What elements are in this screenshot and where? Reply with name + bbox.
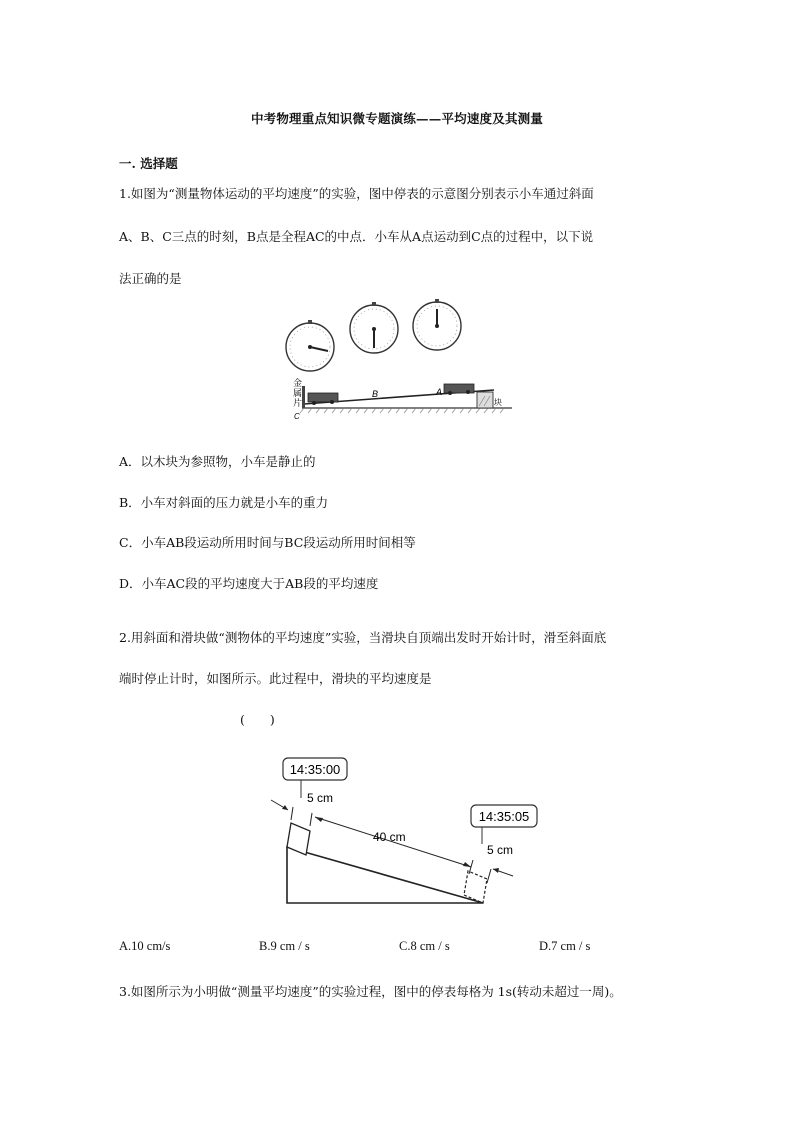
q2-text-line1: 2.用斜面和滑块做“测物体的平均速度”实验，当滑块自顶端出发时开始计时，滑至斜面底 bbox=[119, 630, 607, 645]
section-heading: 一. 选择题 bbox=[119, 156, 178, 171]
label-metal-3: 片 bbox=[293, 398, 303, 408]
q1-figure bbox=[280, 298, 520, 423]
q1-option-d[interactable]: D．小车AC段的平均速度大于AB段的平均速度 bbox=[119, 576, 379, 591]
timer-end-text: 14:35:05 bbox=[478, 809, 530, 824]
q2-option-a[interactable]: A.10 cm/s bbox=[119, 939, 171, 953]
q2-figure bbox=[255, 750, 555, 910]
label-40cm: 40 cm bbox=[373, 830, 406, 844]
q1-option-c[interactable]: C．小车AB段运动所用时间与BC段运动所用时间相等 bbox=[119, 535, 416, 550]
label-block: 块 bbox=[494, 398, 502, 407]
q2-text-line2: 端时停止计时，如图所示。此过程中，滑块的平均速度是 bbox=[119, 671, 432, 686]
label-metal-1: 金 bbox=[293, 378, 303, 388]
cart-c bbox=[308, 393, 338, 402]
label-5cm-top: 5 cm bbox=[307, 791, 334, 805]
stopwatch-a-icon bbox=[413, 299, 461, 350]
q1-option-b[interactable]: B．小车对斜面的压力就是小车的重力 bbox=[119, 495, 329, 510]
q2-option-b[interactable]: B.9 cm / s bbox=[259, 939, 310, 953]
q2-option-c[interactable]: C.8 cm / s bbox=[399, 939, 450, 953]
incline-triangle bbox=[287, 847, 483, 903]
label-b: B bbox=[372, 389, 379, 399]
label-c: C bbox=[294, 412, 300, 421]
q2-option-d[interactable]: D.7 cm / s bbox=[539, 939, 591, 953]
q1-text-line3: 法正确的是 bbox=[119, 271, 182, 286]
answer-blank[interactable]: ( ) bbox=[240, 712, 275, 727]
stopwatch-b-icon bbox=[350, 302, 398, 353]
q1-text-line1: 1.如图为“测量物体运动的平均速度”的实验，图中停表的示意图分别表示小车通过斜面 bbox=[119, 186, 594, 201]
label-metal-2: 属 bbox=[293, 388, 303, 398]
stopwatch-c-icon bbox=[286, 320, 334, 371]
label-a: A bbox=[436, 387, 443, 397]
q1-text-line2: A、B、C三点的时刻，B点是全程AC的中点．小车从A点运动到C点的过程中，以下说 bbox=[119, 229, 594, 244]
label-5cm-bottom: 5 cm bbox=[487, 843, 514, 857]
page-title: 中考物理重点知识微专题演练——平均速度及其测量 bbox=[250, 111, 544, 126]
metal-plate bbox=[302, 386, 305, 408]
timer-start-text: 14:35:00 bbox=[289, 762, 341, 777]
q1-option-a[interactable]: A．以木块为参照物，小车是静止的 bbox=[119, 454, 316, 469]
q3-text-line1: 3.如图所示为小明做“测量平均速度”的实验过程，图中的停表每格为 1s(转动未超过一周)。 bbox=[119, 984, 622, 999]
